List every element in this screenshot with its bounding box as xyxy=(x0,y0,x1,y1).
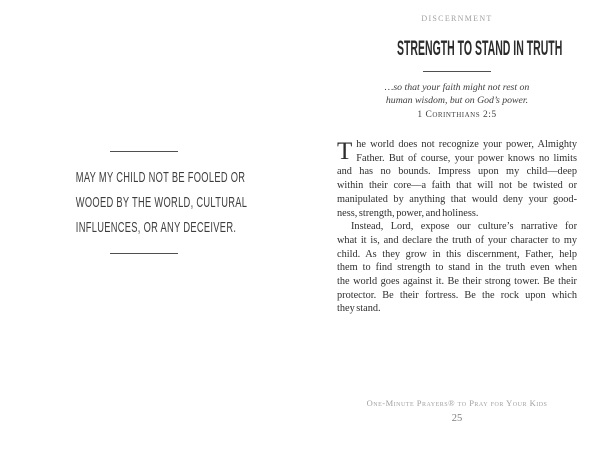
paragraph xyxy=(337,138,577,220)
pull-quote-divider-bottom xyxy=(110,253,178,254)
pull-quote-line: MAY MY CHILD NOT BE FOOLED OR xyxy=(75,169,246,186)
scripture-quote xyxy=(337,82,577,107)
left-page xyxy=(34,151,254,254)
scripture-line: …so that your faith might not rest on xyxy=(384,82,530,93)
pull-quote-divider-top xyxy=(110,151,178,152)
chapter-title: STRENGTH TO STAND IN TRUTH xyxy=(397,37,563,60)
pull-quote-line: WOOED BY THE WORLD, CULTURAL xyxy=(75,194,248,211)
footer-book-title: One-Minute Prayers® to Pray for Your Kids xyxy=(366,398,548,408)
body-line: they stand. xyxy=(337,303,381,315)
body-line: ness, strength, power, and holiness. xyxy=(337,207,479,219)
paragraph xyxy=(337,220,577,316)
right-page xyxy=(337,0,577,316)
body-line: within their core—a faith that will not be twisted or xyxy=(337,180,577,192)
scripture-line: human wisdom, but on God’s power. xyxy=(385,94,529,106)
body-line: he world does not recognize your power, Almighty xyxy=(356,139,577,150)
body-line: Instead, Lord, expose our culture’s narrative for xyxy=(351,221,577,233)
body-line: manipulated by anything that would deny your good- xyxy=(337,193,577,205)
pull-quote-line: INFLUENCES, OR ANY DECEIVER. xyxy=(75,219,237,236)
pull-quote xyxy=(34,165,254,240)
body-text xyxy=(337,138,577,316)
body-line: them to find strength to stand in the truth even when xyxy=(337,262,577,274)
body-line: Father. But of course, your power knows no limits xyxy=(356,152,577,164)
body-line: the world goes against it. Be their strong tower. Be their xyxy=(337,276,577,288)
page-number: 25 xyxy=(451,413,463,424)
body-line: protector. Be their fortress. Be the rock upon which xyxy=(337,289,577,301)
drop-cap: T xyxy=(337,138,353,165)
body-line: and has no bounds. Impress upon my child—deep xyxy=(337,166,577,178)
running-header: DISCERNMENT xyxy=(421,14,493,23)
scripture-reference: 1 Corinthians 2:5 xyxy=(417,110,497,120)
body-line: child. As they grow in this discernment, Father, help xyxy=(337,248,577,260)
body-line: what it is, and declare the truth of your character to my xyxy=(337,234,577,246)
title-divider xyxy=(423,71,491,72)
